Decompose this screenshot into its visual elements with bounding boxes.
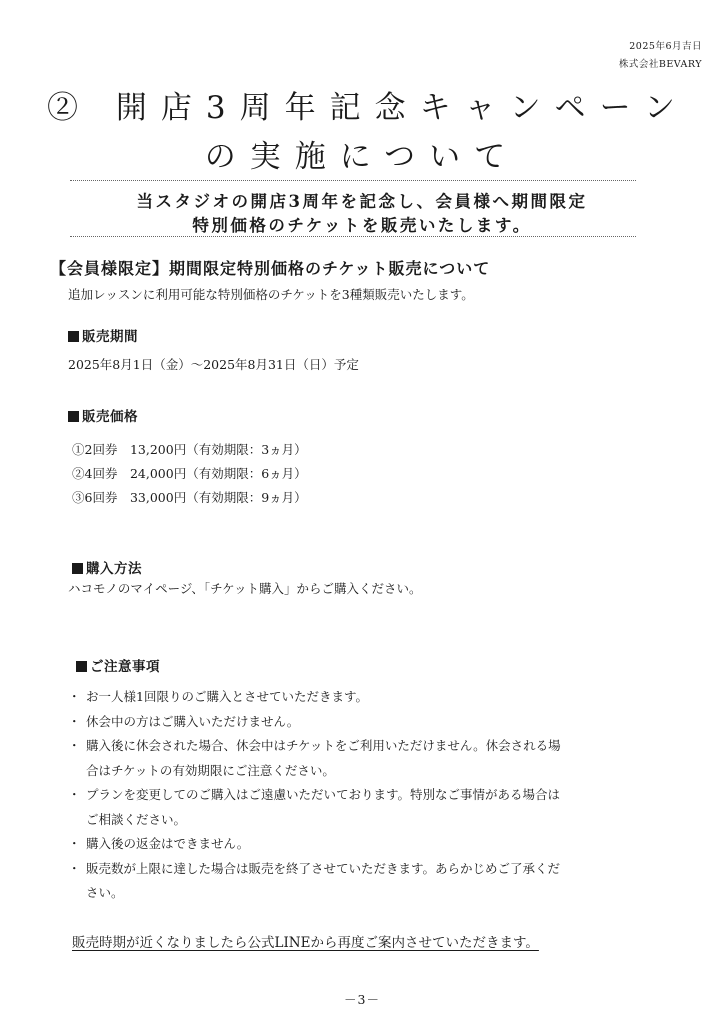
notes-list <box>72 685 652 906</box>
lead-line-1: 当スタジオの開店3周年を記念し、会員様へ期間限定 <box>136 192 588 211</box>
sales-period-text: 2025年8月1日（金）～2025年8月31日（日）予定 <box>68 357 359 372</box>
square-bullet-icon <box>68 331 79 342</box>
document-date: 2025年6月吉日 <box>629 41 702 52</box>
price-item: ②4回券 24,000円（有効期限：6ヵ月） <box>72 466 307 481</box>
square-bullet-icon <box>68 411 79 422</box>
main-heading: 【会員様限定】期間限定特別価格のチケット販売について <box>50 259 491 278</box>
square-bullet-icon <box>76 661 87 672</box>
price-item: ③6回券 33,000円（有効期限：9ヵ月） <box>72 490 307 505</box>
square-bullet-icon <box>72 563 83 574</box>
note-item: ・ 購入後の返金はできません。 <box>72 832 652 857</box>
purchase-method-text: ハコモノのマイページ、「チケット購入」からご購入ください。 <box>68 581 422 596</box>
note-item: ・ プランを変更してのご購入はご遠慮いただいております。特別なご事情がある場合は ご相談ください。 <box>72 783 652 832</box>
title-line-1: ② 開店3周年記念キャンペーン <box>47 90 689 126</box>
note-item: ・ お一人様1回限りのご購入とさせていただきます。 <box>72 685 652 710</box>
line-announcement-note: 販売時期が近くなりましたら公式LINEから再度ご案内させていただきます。 <box>72 935 539 951</box>
page-number: －3－ <box>344 992 380 1007</box>
price-item: ①2回券 13,200円（有効期限：3ヵ月） <box>72 442 307 457</box>
intro-text: 追加レッスンに利用可能な特別価格のチケットを3種類販売いたします。 <box>68 287 474 302</box>
note-item: ・ 休会中の方はご購入いただけません。 <box>72 710 652 735</box>
title-line-2: の実施について <box>204 139 520 175</box>
purchase-method-heading: 購入方法 <box>72 557 142 577</box>
note-item: ・ 購入後に休会された場合、休会中はチケットをご利用いただけません。休会される場 合はチケットの有効期限にご注意ください。 <box>72 734 652 783</box>
sales-period-heading: 販売期間 <box>68 325 138 345</box>
notes-heading: ご注意事項 <box>76 655 160 675</box>
dotted-divider-top <box>70 180 636 181</box>
company-name: 株式会社BEVARY <box>618 59 702 70</box>
sales-price-heading: 販売価格 <box>68 405 138 425</box>
note-item: ・ 販売数が上限に達した場合は販売を終了させていただきます。あらかじめご了承くだ さい。 <box>72 857 652 906</box>
lead-line-2: 特別価格のチケットを販売いたします。 <box>192 216 532 235</box>
dotted-divider-bottom <box>70 236 636 237</box>
